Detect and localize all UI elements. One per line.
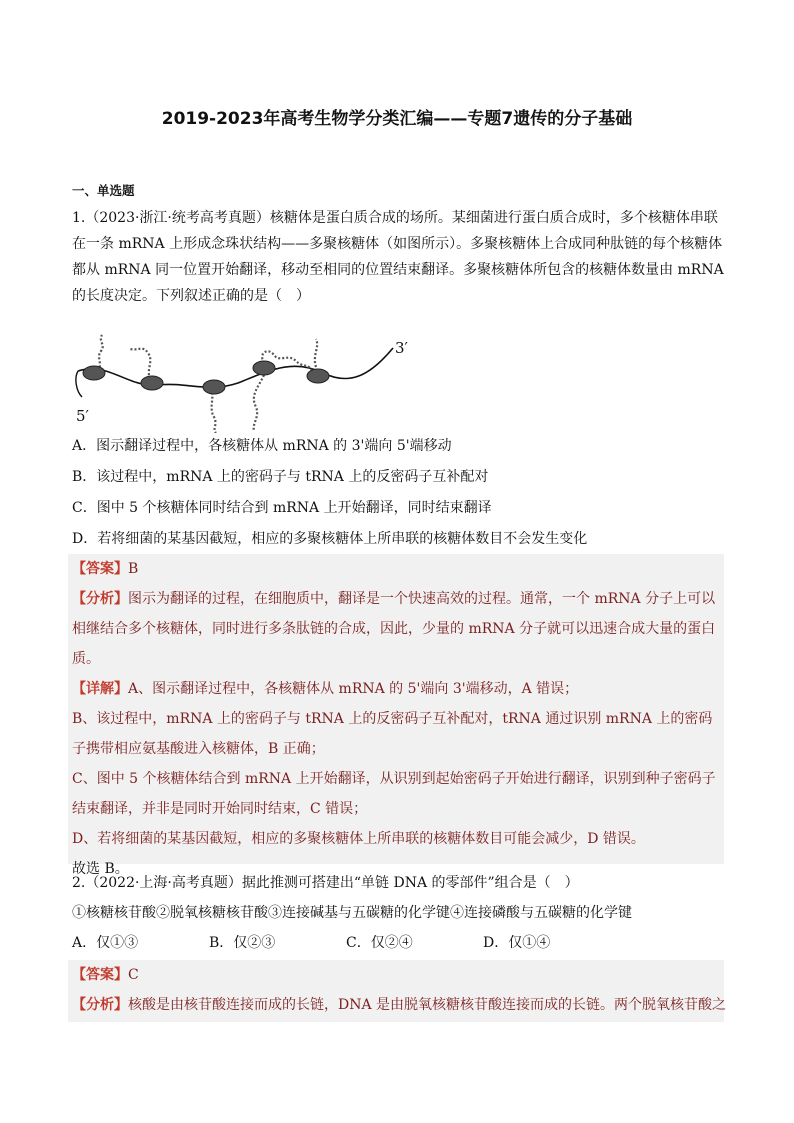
q2-option-c: C．仅②④ [346,935,413,951]
q2-analysis-tag: 【分析】 [72,997,128,1013]
q2-option-d: D．仅①④ [483,935,551,951]
q2-analysis [68,990,727,1020]
polyribosome-figure [68,333,428,433]
q2-option-b: B．仅②③ [209,935,276,951]
peptide-chain-1 [98,335,103,371]
ribosome-5 [307,369,329,383]
q1-option-a: A．图示翻译过程中，各核糖体从 mRNA 的 3'端向 5'端移动 [72,438,452,454]
peptide-chain-6 [315,339,317,367]
q1-detail-d: D、若将细菌的某基因截短，相应的多聚核糖体上所串联的核糖体数目可能会减少，D 错误。 [72,831,645,847]
q1-option-b: B．该过程中，mRNA 上的密码子与 tRNA 上的反密码子互补配对 [72,469,489,485]
q1-option-c: C．图中 5 个核糖体同时结合到 mRNA 上开始翻译，同时结束翻译 [72,500,492,516]
q2-option-a: A．仅①③ [72,935,139,951]
answer-tag: 【答案】 [72,561,128,577]
ribosome-2 [141,376,163,390]
q1-option-d: D．若将细菌的某基因截短，相应的多聚核糖体上所串联的核糖体数目不会发生变化 [72,531,588,547]
q2-answer-block [68,960,727,1022]
question-2-stem: 2.（2022·上海·高考真题）据此推测可搭建出“单链 DNA 的零部件”组合是（ ） [72,875,579,891]
analysis-tag: 【分析】 [72,591,128,607]
q2-analysis-text: 核酸是由核苷酸连接而成的长链，DNA 是由脱氧核糖核苷酸连接而成的长链。两个脱氧核苷酸之 [128,997,727,1013]
peptide-chain-5 [254,375,264,431]
q2-options [72,932,550,952]
q1-detail-a [68,674,724,704]
detail-tag: 【详解】 [72,681,128,697]
page-title: 2019-2023年高考生物学分类汇编——专题7遗传的分子基础 [161,109,633,129]
q1-analysis [68,584,724,674]
section-heading: 一、单选题 [72,183,135,198]
question-2-items: ①核糖核苷酸②脱氧核糖核苷酸③连接碱基与五碳糖的化学键④连接磷酸与五碳糖的化学键 [72,905,632,921]
mrna-strand [78,348,393,387]
q1-answer-block [68,554,724,877]
peptide-chain-2 [130,349,150,379]
ribosome-3 [203,380,225,394]
label-5-prime: 5′ [76,407,89,425]
q1-answer-line [68,554,724,584]
mrna-5-tail [76,371,82,397]
q1-detail-c: C、图中 5 个核糖体结合到 mRNA 上开始翻译，从识别到起始密码子开始进行翻译，识别到种子密码子结束翻译，并非是同时开始同时结束，C 错误； [72,771,716,817]
analysis-text: 图示为翻译的过程，在细胞质中，翻译是一个快速高效的过程。通常，一个 mRNA 分子上可以相继结合多个核糖体，同时进行多条肽链的合成，因此，少量的 mRNA 分子就可以迅速合成大量的蛋白质。 [72,591,716,667]
q2-answer-line [68,960,724,990]
question-1-stem: 1.（2023·浙江·统考高考真题）核糖体是蛋白质合成的场所。某细菌进行蛋白质合成时，多个核糖体串联在一条 mRNA 上形成念珠状结构——多聚核糖体（如图所示）。多聚核糖体上合成同种肽链的每个核糖体都从 mRNA 同一位置开始翻译，移动至相同的位置结束翻译。多聚核糖体所包含的核糖体数量由 mRNA 的长度决定。下列叙述正确的是（ ） [72,210,724,304]
ribosome-4 [253,361,275,375]
answer-value: B [128,561,139,577]
q1-detail-b: B、该过程中，mRNA 上的密码子与 tRNA 上的反密码子互补配对，tRNA 通过识别 mRNA 上的密码子携带相应氨基酸进入核糖体，B 正确； [72,711,713,757]
q2-answer-value: C [128,967,139,983]
ribosome-1 [83,366,105,380]
q2-answer-tag: 【答案】 [72,967,128,983]
detail-a-text: A、图示翻译过程中，各核糖体从 mRNA 的 5'端向 3'端移动，A 错误； [128,681,579,697]
q1-conclusion: 故选 B。 [72,861,129,877]
label-3-prime: 3′ [395,339,408,357]
